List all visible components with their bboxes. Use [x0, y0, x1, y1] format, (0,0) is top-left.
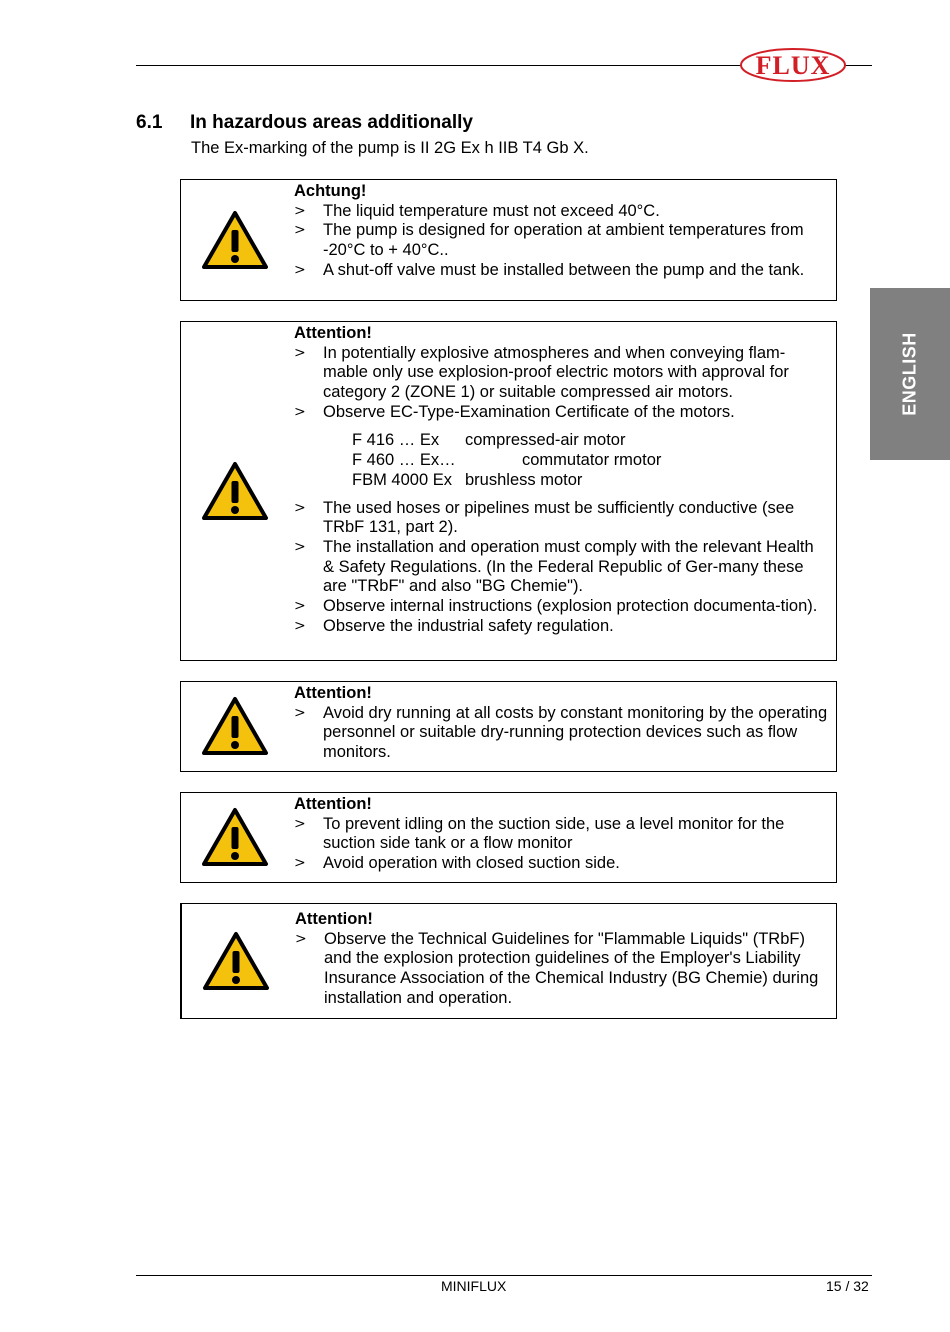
warning-box-2: [180, 321, 837, 661]
list-item: > The used hoses or pipelines must be sufficiently conductive (see TRbF 131, part 2).: [294, 498, 795, 537]
bullet-arrow: >: [294, 344, 306, 361]
warning-content: [294, 795, 828, 874]
warning-icon: [201, 807, 269, 867]
section-number: 6.1: [136, 112, 163, 133]
bullet-arrow: >: [294, 617, 306, 634]
bullet-arrow: >: [294, 855, 306, 872]
list-item: > A shut-off valve must be installed between the pump and the tank.: [294, 260, 805, 279]
bullet-arrow: >: [294, 598, 306, 615]
bullet-arrow: >: [294, 499, 306, 516]
warning-heading: Attention!: [295, 910, 373, 928]
list-item: > Avoid operation with closed suction side.: [294, 854, 620, 873]
language-tab-label: ENGLISH: [899, 332, 920, 416]
motor-name: FBM 4000 Ex: [352, 470, 452, 489]
list-item: > Observe the industrial safety regulation.: [294, 616, 614, 635]
bullet-arrow: >: [294, 538, 306, 555]
bullet-arrow: >: [294, 261, 306, 278]
intro-text: The Ex-marking of the pump is II 2G Ex h IIB T4 Gb X.: [191, 139, 589, 157]
warning-content: [295, 910, 828, 1009]
list-item: > Observe the Technical Guidelines for "Flammable Liquids" (TRbF) and the explosion protection guidelines of the Employer's Liability Insurance Association of the Chemical Industry (BG Chemie) during installation and operation.: [295, 929, 819, 1007]
bullet-arrow: >: [295, 930, 307, 947]
warning-content: [294, 182, 828, 281]
list-item: > The installation and operation must comply with the relevant Health & Safety Regulations. (In the Federal Republic of Ger-many these are "TRbF" and also "BG Chemie").: [294, 537, 814, 596]
page-number: 15 / 32: [826, 1278, 869, 1294]
bullet-arrow: >: [294, 202, 306, 219]
warning-box-1: [180, 179, 837, 301]
motor-list: [352, 431, 828, 491]
warning-heading: Attention!: [294, 795, 372, 813]
warning-box-3: [180, 681, 837, 772]
motor-name: F 460 … Ex…: [352, 450, 456, 469]
warning-heading: Attention!: [294, 324, 372, 342]
motor-desc: commutator rmotor: [522, 450, 662, 469]
warning-content: [294, 324, 828, 636]
footer-product-name: MINIFLUX: [441, 1278, 507, 1294]
bullet-arrow: >: [294, 704, 306, 721]
bullet-arrow: >: [294, 403, 306, 420]
svg-text:FLUX: FLUX: [755, 51, 831, 80]
warning-box-4: [180, 792, 837, 883]
motor-desc: compressed-air motor: [465, 430, 626, 449]
warning-content: [294, 684, 828, 763]
list-item: > To prevent idling on the suction side, use a level monitor for the suction side tank or a flow monitor: [294, 814, 785, 853]
warning-heading: Achtung!: [294, 182, 367, 200]
warning-box-5: [180, 903, 837, 1019]
language-tab: [870, 288, 950, 460]
list-item: > Avoid dry running at all costs by constant monitoring by the operating personnel or suitable dry-running protection devices such as flow monitors.: [294, 703, 828, 762]
bullet-arrow: >: [294, 815, 306, 832]
motor-name: F 416 … Ex: [352, 430, 440, 449]
list-item: > Observe EC-Type-Examination Certificate of the motors.: [294, 402, 735, 421]
footer-rule: [136, 1275, 872, 1276]
list-item: > The pump is designed for operation at ambient temperatures from -20°C to + 40°C..: [294, 221, 804, 260]
warning-icon: [201, 696, 269, 756]
section-title: In hazardous areas additionally: [190, 112, 473, 133]
motor-desc: brushless motor: [465, 470, 583, 489]
bullet-arrow: >: [294, 222, 306, 239]
flux-logo: [740, 48, 846, 82]
list-item: > The liquid temperature must not exceed 40°C.: [294, 201, 660, 220]
list-item: > In potentially explosive atmospheres and when conveying flam-mable only use explosion-proof electric motors with approval for category 2 (ZONE 1) or suitable compressed air motors.: [294, 343, 789, 402]
warning-heading: Attention!: [294, 684, 372, 702]
warning-icon: [201, 210, 269, 270]
list-item: > Observe internal instructions (explosion protection documenta-tion).: [294, 597, 818, 616]
warning-icon: [202, 931, 270, 991]
warning-icon: [201, 461, 269, 521]
